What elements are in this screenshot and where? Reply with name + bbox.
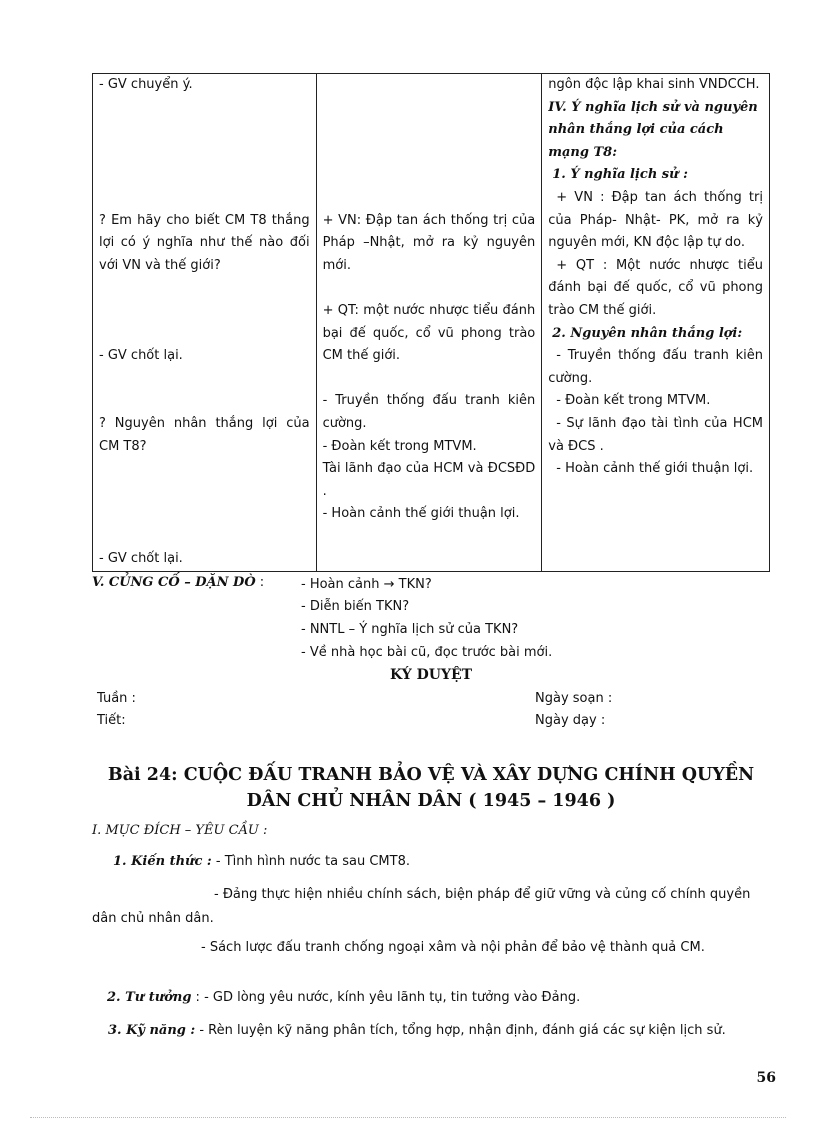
cause-3: - Sự lãnh đạo tài tình của HCM và ĐCS . [548, 415, 763, 454]
consolidation-item-3: - NNTL – Ý nghĩa lịch sử của TKN? [301, 622, 519, 637]
footer-divider [30, 1117, 786, 1118]
lesson-title-line-1: Bài 24: CUỘC ĐẤU TRANH BẢO VỆ VÀ XÂY DỰNG CHÍNH QUYỀN [107, 765, 755, 785]
knowledge-item-3: - Sách lược đấu tranh chống ngoại xâm và nội phản để bảo vệ thành quả CM. [201, 940, 705, 955]
consolidation-item-1: - Hoàn cảnh → TKN? [301, 577, 432, 592]
thought-label: 2. Tư tưởng [107, 990, 192, 1005]
cause-answer-3: Tài lãnh đạo của HCM và ĐCSĐD . [322, 461, 536, 499]
consolidation-item-4: - Về nhà học bài cũ, đọc trước bài mới. [301, 645, 553, 660]
skill-label: 3. Kỹ năng : [108, 1023, 196, 1038]
teacher-conclusion-1: - GV chốt lại. [99, 348, 183, 364]
section-heading-goals: I. MỤC ĐÍCH – YÊU CẦU : [92, 823, 268, 838]
skill-text: - Rèn luyện kỹ năng phân tích, tổng hợp, nhận định, đánh giá các sự kiện lịch sử. [195, 1023, 726, 1038]
page-number: 56 [756, 1070, 776, 1086]
section-iv-heading: IV. Ý nghĩa lịch sử và nguyên nhân thắng lợi của cách mạng T8: [548, 99, 758, 160]
content-column [542, 74, 770, 572]
skill-paragraph [92, 1019, 778, 1043]
question-causes: ? Nguyên nhân thắng lợi của CM T8? [99, 415, 310, 454]
cause-1: - Truyền thống đấu tranh kiên cường. [548, 348, 763, 386]
prep-date-label: Ngày soạn : [535, 691, 613, 706]
consolidation-heading [92, 575, 264, 590]
lesson-title-line-2: DÂN CHỦ NHÂN DÂN ( 1945 – 1946 ) [246, 791, 616, 811]
teacher-conclusion-2: - GV chốt lại. [99, 551, 183, 567]
consolidation-item-2: - Diễn biến TKN? [301, 599, 410, 614]
approval-title: KÝ DUYỆT [389, 667, 473, 683]
knowledge-label: 1. Kiến thức : [113, 854, 212, 869]
subheading-significance: 1. Ý nghĩa lịch sử : [552, 167, 688, 183]
cause-2: - Đoàn kết trong MTVM. [556, 393, 711, 409]
subheading-causes: 2. Nguyên nhân thắng lợi: [552, 325, 743, 341]
consolidation-label: V. CỦNG CỐ – DẶN DÒ [92, 575, 256, 590]
cause-4: - Hoàn cảnh thế giới thuận lợi. [556, 461, 754, 477]
teacher-activity-column [93, 74, 317, 572]
vn-significance: + VN : Đập tan ách thống trị của Pháp- Nhật- PK, mở ra kỷ nguyên mới, KN độc lập tự do. [548, 189, 763, 251]
cause-answer-4: - Hoàn cảnh thế giới thuận lợi. [322, 506, 520, 522]
consolidation-colon: : [255, 575, 265, 590]
transition-note: - GV chuyển ý. [99, 77, 193, 92]
previous-content-continuation: ngôn độc lập khai sinh VNDCCH. [548, 77, 760, 92]
question-significance: ? Em hãy cho biết CM T8 thắng lợi có ý nghĩa như thế nào đối với VN và thế giới? [99, 212, 310, 273]
knowledge-line [113, 854, 410, 869]
knowledge-item-2: - Đảng thực hiện nhiều chính sách, biện pháp để giữ vững và củng cố chính quyền dân chủ nhân dân. [92, 887, 751, 926]
thought-text: : - GD lòng yêu nước, kính yêu lãnh tụ, tin tưởng vào Đảng. [191, 990, 581, 1005]
period-label: Tiết: [97, 713, 126, 728]
thought-line [107, 990, 580, 1005]
teach-date-label: Ngày dạy : [535, 713, 606, 728]
vn-significance-answer: + VN: Đập tan ách thống trị của Pháp –Nhật, mở ra kỷ nguyên mới. [322, 212, 536, 273]
intl-significance: + QT : Một nước nhược tiểu đánh bại đế quốc, cổ vũ phong trào CM thế giới. [548, 257, 763, 318]
cause-answer-2: - Đoàn kết trong MTVM. [322, 438, 477, 454]
knowledge-item-1: - Tình hình nước ta sau CMT8. [211, 854, 410, 869]
lesson-activity-table [92, 73, 770, 572]
student-activity-column [316, 74, 542, 572]
cause-answer-1: - Truyền thống đấu tranh kiên cường. [322, 393, 536, 431]
intl-significance-answer: + QT: một nước nhược tiểu đánh bại đế quốc, cổ vũ phong trào CM thế giới. [322, 302, 536, 364]
table-row [93, 74, 770, 572]
week-label: Tuần : [97, 691, 136, 706]
